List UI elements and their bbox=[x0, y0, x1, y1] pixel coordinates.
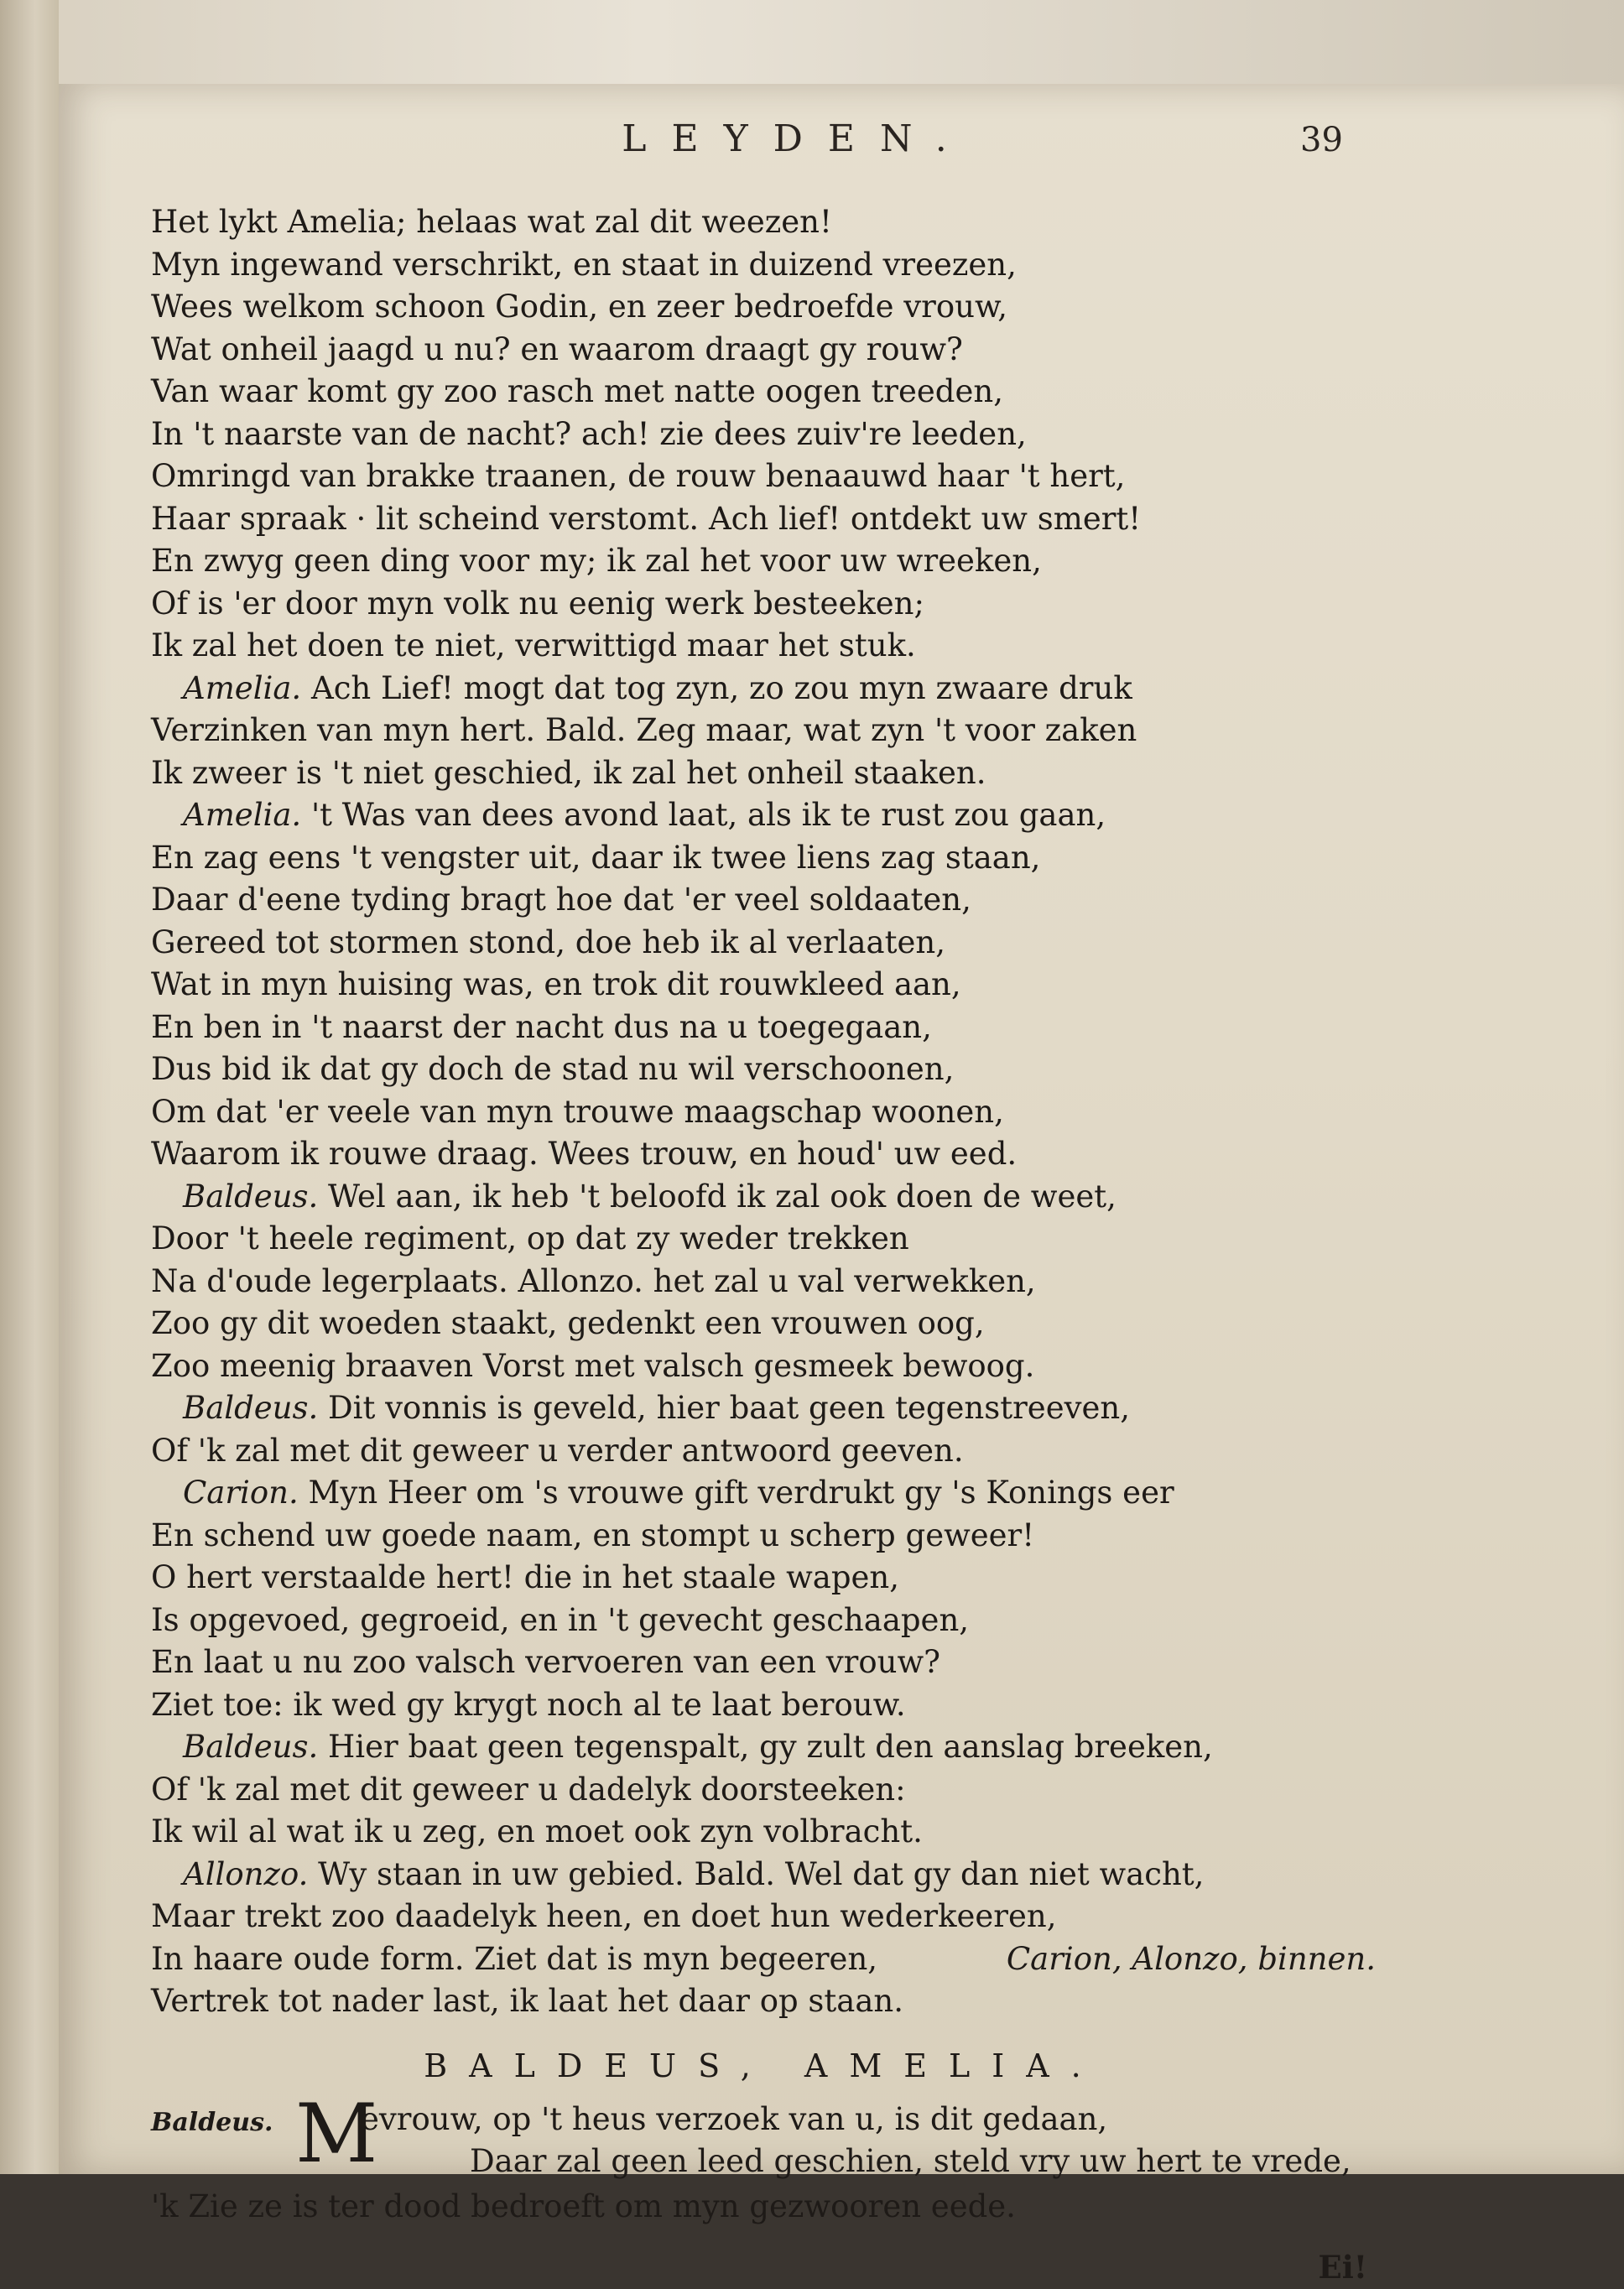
verse-text: En ben in 't naarst der nacht dus na u toegegaan, bbox=[151, 1008, 932, 1045]
verse-line bbox=[151, 1557, 1376, 1600]
verse-line: Het lykt Amelia; helaas wat zal dit weezen! bbox=[151, 204, 832, 240]
verse-text: Gereed tot stormen stond, doe heb ik al verlaaten, bbox=[151, 923, 945, 960]
verse-line bbox=[151, 1600, 1376, 1642]
verse-text: Of 'k zal met dit geweer u dadelyk doorsteeken: bbox=[151, 1771, 906, 1808]
verse-line bbox=[151, 1896, 1376, 1938]
verse-line: Wat onheil jaagd u nu? en waarom draagt gy rouw? bbox=[151, 330, 963, 367]
speaker-name: Baldeus. bbox=[183, 1390, 319, 1426]
catchword: Ei! bbox=[1318, 2249, 1367, 2286]
verse-line bbox=[151, 1684, 1376, 1727]
verse-text: Daar d'eene tyding bragt hoe dat 'er veel soldaaten, bbox=[151, 882, 971, 918]
facing-page-edge bbox=[0, 0, 59, 2174]
verse-line bbox=[151, 1769, 1376, 1812]
verse-line bbox=[151, 752, 1376, 795]
verse-text: Ziet toe: ik wed gy krygt noch al te laat berouw. bbox=[151, 1686, 906, 1723]
verse-line: Of is 'er door myn volk nu eenig werk besteeken; bbox=[151, 585, 924, 622]
speaker-name: Carion. bbox=[183, 1475, 299, 1511]
verse-line: 'k Zie ze is ter dood bedroeft om myn gezwooren eede. bbox=[151, 2188, 1016, 2224]
verse-line bbox=[151, 1133, 1376, 1176]
verse-text: En laat u nu zoo valsch vervoeren van een vrouw? bbox=[151, 1644, 940, 1680]
page-header bbox=[59, 117, 1624, 176]
desk-background bbox=[0, 0, 1624, 92]
verse-text: Ach Lief! mogt dat tog zyn, zo zou myn zwaare druk bbox=[310, 669, 1132, 706]
verse-text: Wel aan, ik heb 't beloofd ik zal ook doen de weet, bbox=[328, 1178, 1116, 1215]
verse-text: Door 't heele regiment, op dat zy weder trekken bbox=[151, 1220, 909, 1256]
verse-line bbox=[151, 1387, 1376, 1430]
verse-text: 't Was van dees avond laat, als ik te rust zou gaan, bbox=[310, 797, 1106, 833]
verse-text: Zoo gy dit woeden staakt, gedenkt een vrouwen oog, bbox=[151, 1305, 985, 1341]
verse-text: Ik zweer is 't niet geschied, ik zal het onheil staaken. bbox=[151, 754, 986, 791]
verse-line: Van waar komt gy zoo rasch met natte oogen treeden, bbox=[151, 373, 1003, 409]
speaker-name: Amelia. bbox=[183, 797, 302, 833]
verse-text: Verzinken van myn hert. Bald. Zeg maar, wat zyn 't voor zaken bbox=[151, 712, 1137, 748]
verse-line: evrouw, op 't heus verzoek van u, is dit gedaan, bbox=[361, 2100, 1108, 2137]
dialogue-block bbox=[151, 668, 1376, 2023]
verse-line bbox=[151, 668, 1376, 710]
verse-line bbox=[151, 1641, 1376, 1684]
drop-capital: M bbox=[295, 2086, 378, 2181]
verse-line: En zwyg geen ding voor my; ik zal het voor uw wreeken, bbox=[151, 543, 1042, 579]
verse-line bbox=[151, 1430, 1376, 1473]
verse-line bbox=[151, 1091, 1376, 1134]
speaker-name: Amelia. bbox=[183, 669, 302, 706]
verse-text: Maar trekt zoo daadelyk heen, en doet hun wederkeeren, bbox=[151, 1898, 1057, 1934]
verse-line bbox=[151, 1938, 1376, 1981]
verse-text: Myn Heer om 's vrouwe gift verdrukt gy 's Konings eer bbox=[308, 1475, 1174, 1511]
verse-line bbox=[151, 1472, 1376, 1515]
verse-line bbox=[151, 1218, 1376, 1261]
verse-text: Waarom ik rouwe draag. Wees trouw, en houd' uw eed. bbox=[151, 1136, 1018, 1172]
verse-line bbox=[151, 1048, 1376, 1091]
verse-line bbox=[151, 964, 1376, 1007]
speaker-name: Baldeus. bbox=[183, 1729, 319, 1765]
verse-text: In haare oude form. Ziet dat is myn begeeren, bbox=[151, 1940, 878, 1977]
verse-text: Na d'oude legerplaats. Allonzo. het zal u val verwekken, bbox=[151, 1262, 1036, 1299]
verse-text: Om dat 'er veele van myn trouwe maagschap woonen, bbox=[151, 1093, 1004, 1130]
running-head: LEYDEN. bbox=[622, 117, 972, 160]
verse-text: Ik wil al wat ik u zeg, en moet ook zyn volbracht. bbox=[151, 1813, 923, 1849]
verse-line bbox=[151, 879, 1376, 922]
speaker-name: Baldeus. bbox=[183, 1178, 319, 1215]
verse-text: Dit vonnis is geveld, hier baat geen tegenstreeven, bbox=[328, 1390, 1130, 1426]
verse-line: Daar zal geen leed geschien, steld vry uw hert te vrede, bbox=[470, 2142, 1351, 2179]
scene-opening bbox=[151, 2086, 1376, 2186]
verse-line bbox=[151, 1515, 1376, 1558]
verse-text: Wat in myn huising was, en trok dit rouwkleed aan, bbox=[151, 966, 961, 1002]
verse-text: En schend uw goede naam, en stompt u scherp geweer! bbox=[151, 1516, 1035, 1553]
verse-line bbox=[151, 837, 1376, 880]
verse-text: Of 'k zal met dit geweer u verder antwoord geeven. bbox=[151, 1432, 964, 1469]
verse-text: Zoo meenig braaven Vorst met valsch gesmeek bewoog. bbox=[151, 1347, 1035, 1384]
verse-line bbox=[151, 794, 1376, 837]
verse-line bbox=[151, 1007, 1376, 1049]
verse-text: Wy staan in uw gebied. Bald. Wel dat gy dan niet wacht, bbox=[318, 1855, 1205, 1892]
verse-line bbox=[151, 1261, 1376, 1303]
verse-line bbox=[151, 1345, 1376, 1388]
verse-line bbox=[151, 922, 1376, 965]
verse-line bbox=[151, 1303, 1376, 1345]
book-page bbox=[59, 84, 1624, 2286]
verse-line bbox=[151, 1811, 1376, 1854]
verse-line bbox=[151, 1176, 1376, 1219]
verse-text: Vertrek tot nader last, ik laat het daar op staan. bbox=[151, 1983, 903, 2019]
verse-text: Hier baat geen tegenspalt, gy zult den aanslag breeken, bbox=[328, 1729, 1213, 1765]
verse-line: In 't naarste van de nacht? ach! zie dees zuiv're leeden, bbox=[151, 415, 1027, 452]
verse-line bbox=[151, 1726, 1376, 1769]
verse-text: O hert verstaalde hert! die in het staale wapen, bbox=[151, 1559, 900, 1595]
verse-text: En zag eens 't vengster uit, daar ik twee liens zag staan, bbox=[151, 839, 1041, 876]
scene-heading: BALDEUS, AMELIA. bbox=[424, 2047, 1103, 2084]
verse-line: Myn ingewand verschrikt, en staat in duizend vreezen, bbox=[151, 246, 1017, 283]
speaker-name: Allonzo. bbox=[183, 1855, 309, 1892]
verse-line: Haar spraak · lit scheind verstomt. Ach lief! ontdekt uw smert! bbox=[151, 500, 1142, 537]
poem-text bbox=[151, 201, 1376, 2289]
verse-line bbox=[151, 1854, 1376, 1896]
stage-direction: Carion, Alonzo, binnen. bbox=[1006, 1940, 1376, 1977]
verse-line: Wees welkom schoon Godin, en zeer bedroefde vrouw, bbox=[151, 289, 1008, 325]
speaker-name: Baldeus. bbox=[151, 2107, 273, 2137]
verse-line bbox=[151, 1980, 1376, 2023]
verse-line bbox=[151, 710, 1376, 752]
verse-text: Is opgevoed, gegroeid, en in 't gevecht geschaapen, bbox=[151, 1601, 970, 1638]
verse-line: Omringd van brakke traanen, de rouw benaauwd haar 't hert, bbox=[151, 458, 1126, 494]
verse-text: Dus bid ik dat gy doch de stad nu wil verschoonen, bbox=[151, 1051, 955, 1087]
page-number: 39 bbox=[1300, 121, 1343, 159]
verse-line: Ik zal het doen te niet, verwittigd maar het stuk. bbox=[151, 627, 916, 663]
